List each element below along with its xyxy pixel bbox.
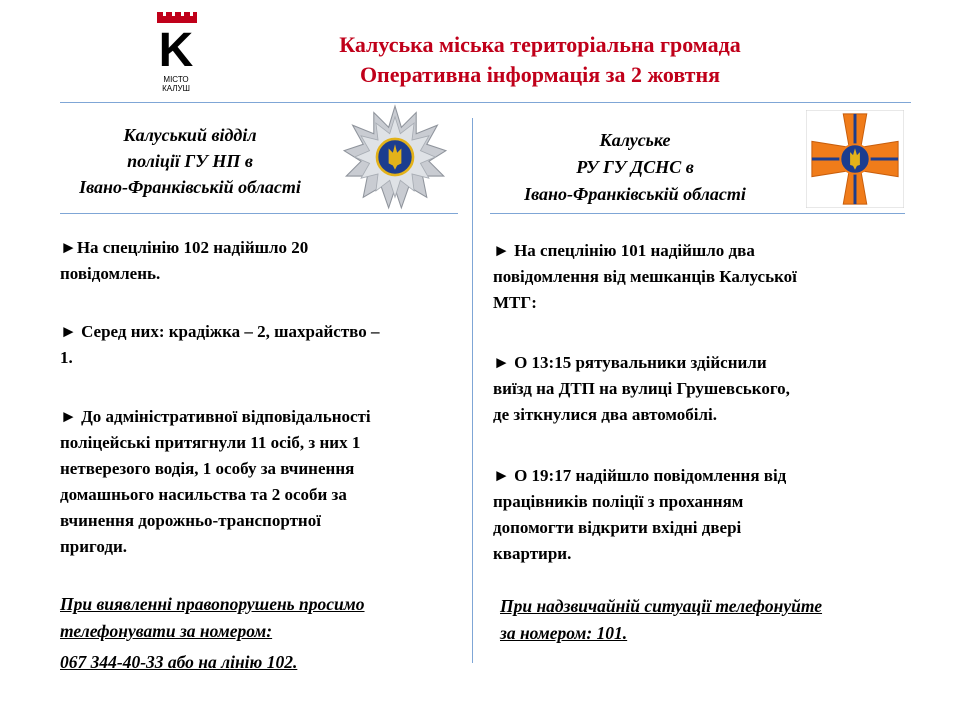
dsns-p1-line: повідомлення від мешканців Калуської: [493, 267, 797, 286]
dsns-p3-line: працівників поліції з проханням: [493, 492, 744, 511]
dsns-emblem-icon: [806, 110, 904, 208]
police-p3-line: вчинення дорожньо-транспортної: [60, 511, 321, 530]
dsns-paragraph-1: [493, 238, 797, 316]
dsns-paragraph-3: [493, 463, 786, 567]
police-note-line-2: телефонувати за номером:: [60, 621, 273, 641]
dsns-p2-line: де зіткнулися два автомобілі.: [493, 405, 717, 424]
dsns-header-underline: [490, 213, 905, 214]
police-p3-line: пригоди.: [60, 537, 127, 556]
page-title: [230, 30, 850, 90]
police-p3-line: поліцейські притягнули 11 осіб, з них 1: [60, 433, 361, 452]
logo-caption-line1: МІСТО: [163, 75, 189, 84]
city-logo: [155, 12, 197, 94]
police-contact-note: [60, 591, 365, 676]
police-paragraph-3: [60, 404, 371, 560]
police-p3-line: нетверезого водія, 1 особу за вчинення: [60, 459, 355, 478]
police-department-name: [50, 122, 330, 200]
police-dept-line-2: поліції ГУ НП в: [127, 151, 253, 171]
dsns-contact-note: [500, 593, 822, 647]
dsns-dept-line-3: Івано-Франківській області: [524, 184, 746, 204]
dsns-p2-line: виїзд на ДТП на вулиці Грушевського,: [493, 379, 790, 398]
police-p2-line: ► Серед них: крадіжка – 2, шахрайство –: [60, 322, 380, 341]
police-note-line-1: При виявленні правопорушень просимо: [60, 594, 365, 614]
title-line-1: Калуська міська територіальна громада: [339, 32, 741, 57]
police-p3-line: ► До адміністративної відповідальності: [60, 407, 371, 426]
dsns-p3-line: допомогти відкрити вхідні двері: [493, 518, 742, 537]
column-divider-line: [472, 118, 473, 663]
dsns-p3-line: квартири.: [493, 544, 572, 563]
dsns-dept-line-1: Калуське: [599, 130, 671, 150]
police-p3-line: домашнього насильства та 2 особи за: [60, 485, 347, 504]
dsns-dept-line-2: РУ ГУ ДСНС в: [576, 157, 694, 177]
dsns-p2-line: ► О 13:15 рятувальники здійснили: [493, 353, 767, 372]
dsns-note-line-2[interactable]: за номером: 101.: [500, 623, 628, 643]
police-paragraph-2: [60, 319, 379, 371]
dsns-paragraph-2: [493, 350, 790, 428]
dsns-department-name: [495, 127, 775, 208]
logo-caption-line2: КАЛУШ: [162, 84, 190, 93]
police-dept-line-3: Івано-Франківській області: [79, 177, 301, 197]
dsns-p1-line: МТГ:: [493, 293, 537, 312]
dsns-note-line-1: При надзвичайній ситуації телефонуйте: [500, 596, 823, 616]
police-header-underline: [60, 213, 458, 214]
top-divider-line: [60, 102, 911, 103]
title-line-2: Оперативна інформація за 2 жовтня: [359, 62, 721, 87]
logo-crenellation: [157, 12, 197, 23]
police-paragraph-1: [60, 235, 308, 287]
logo-letter: K: [158, 24, 194, 77]
dsns-p3-line: ► О 19:17 надійшло повідомлення від: [493, 466, 787, 485]
dsns-p1-line: ► На спецлінію 101 надійшло два: [493, 241, 755, 260]
police-p1-line: повідомлень.: [60, 264, 161, 283]
police-emblem-icon: [342, 104, 448, 210]
police-p1-line: ►На спецлінію 102 надійшло 20: [60, 238, 309, 257]
police-phone-number[interactable]: 067 344-40-33 або на лінію 102.: [60, 652, 298, 672]
police-dept-line-1: Калуський відділ: [123, 125, 257, 145]
police-p2-line: 1.: [60, 348, 73, 367]
